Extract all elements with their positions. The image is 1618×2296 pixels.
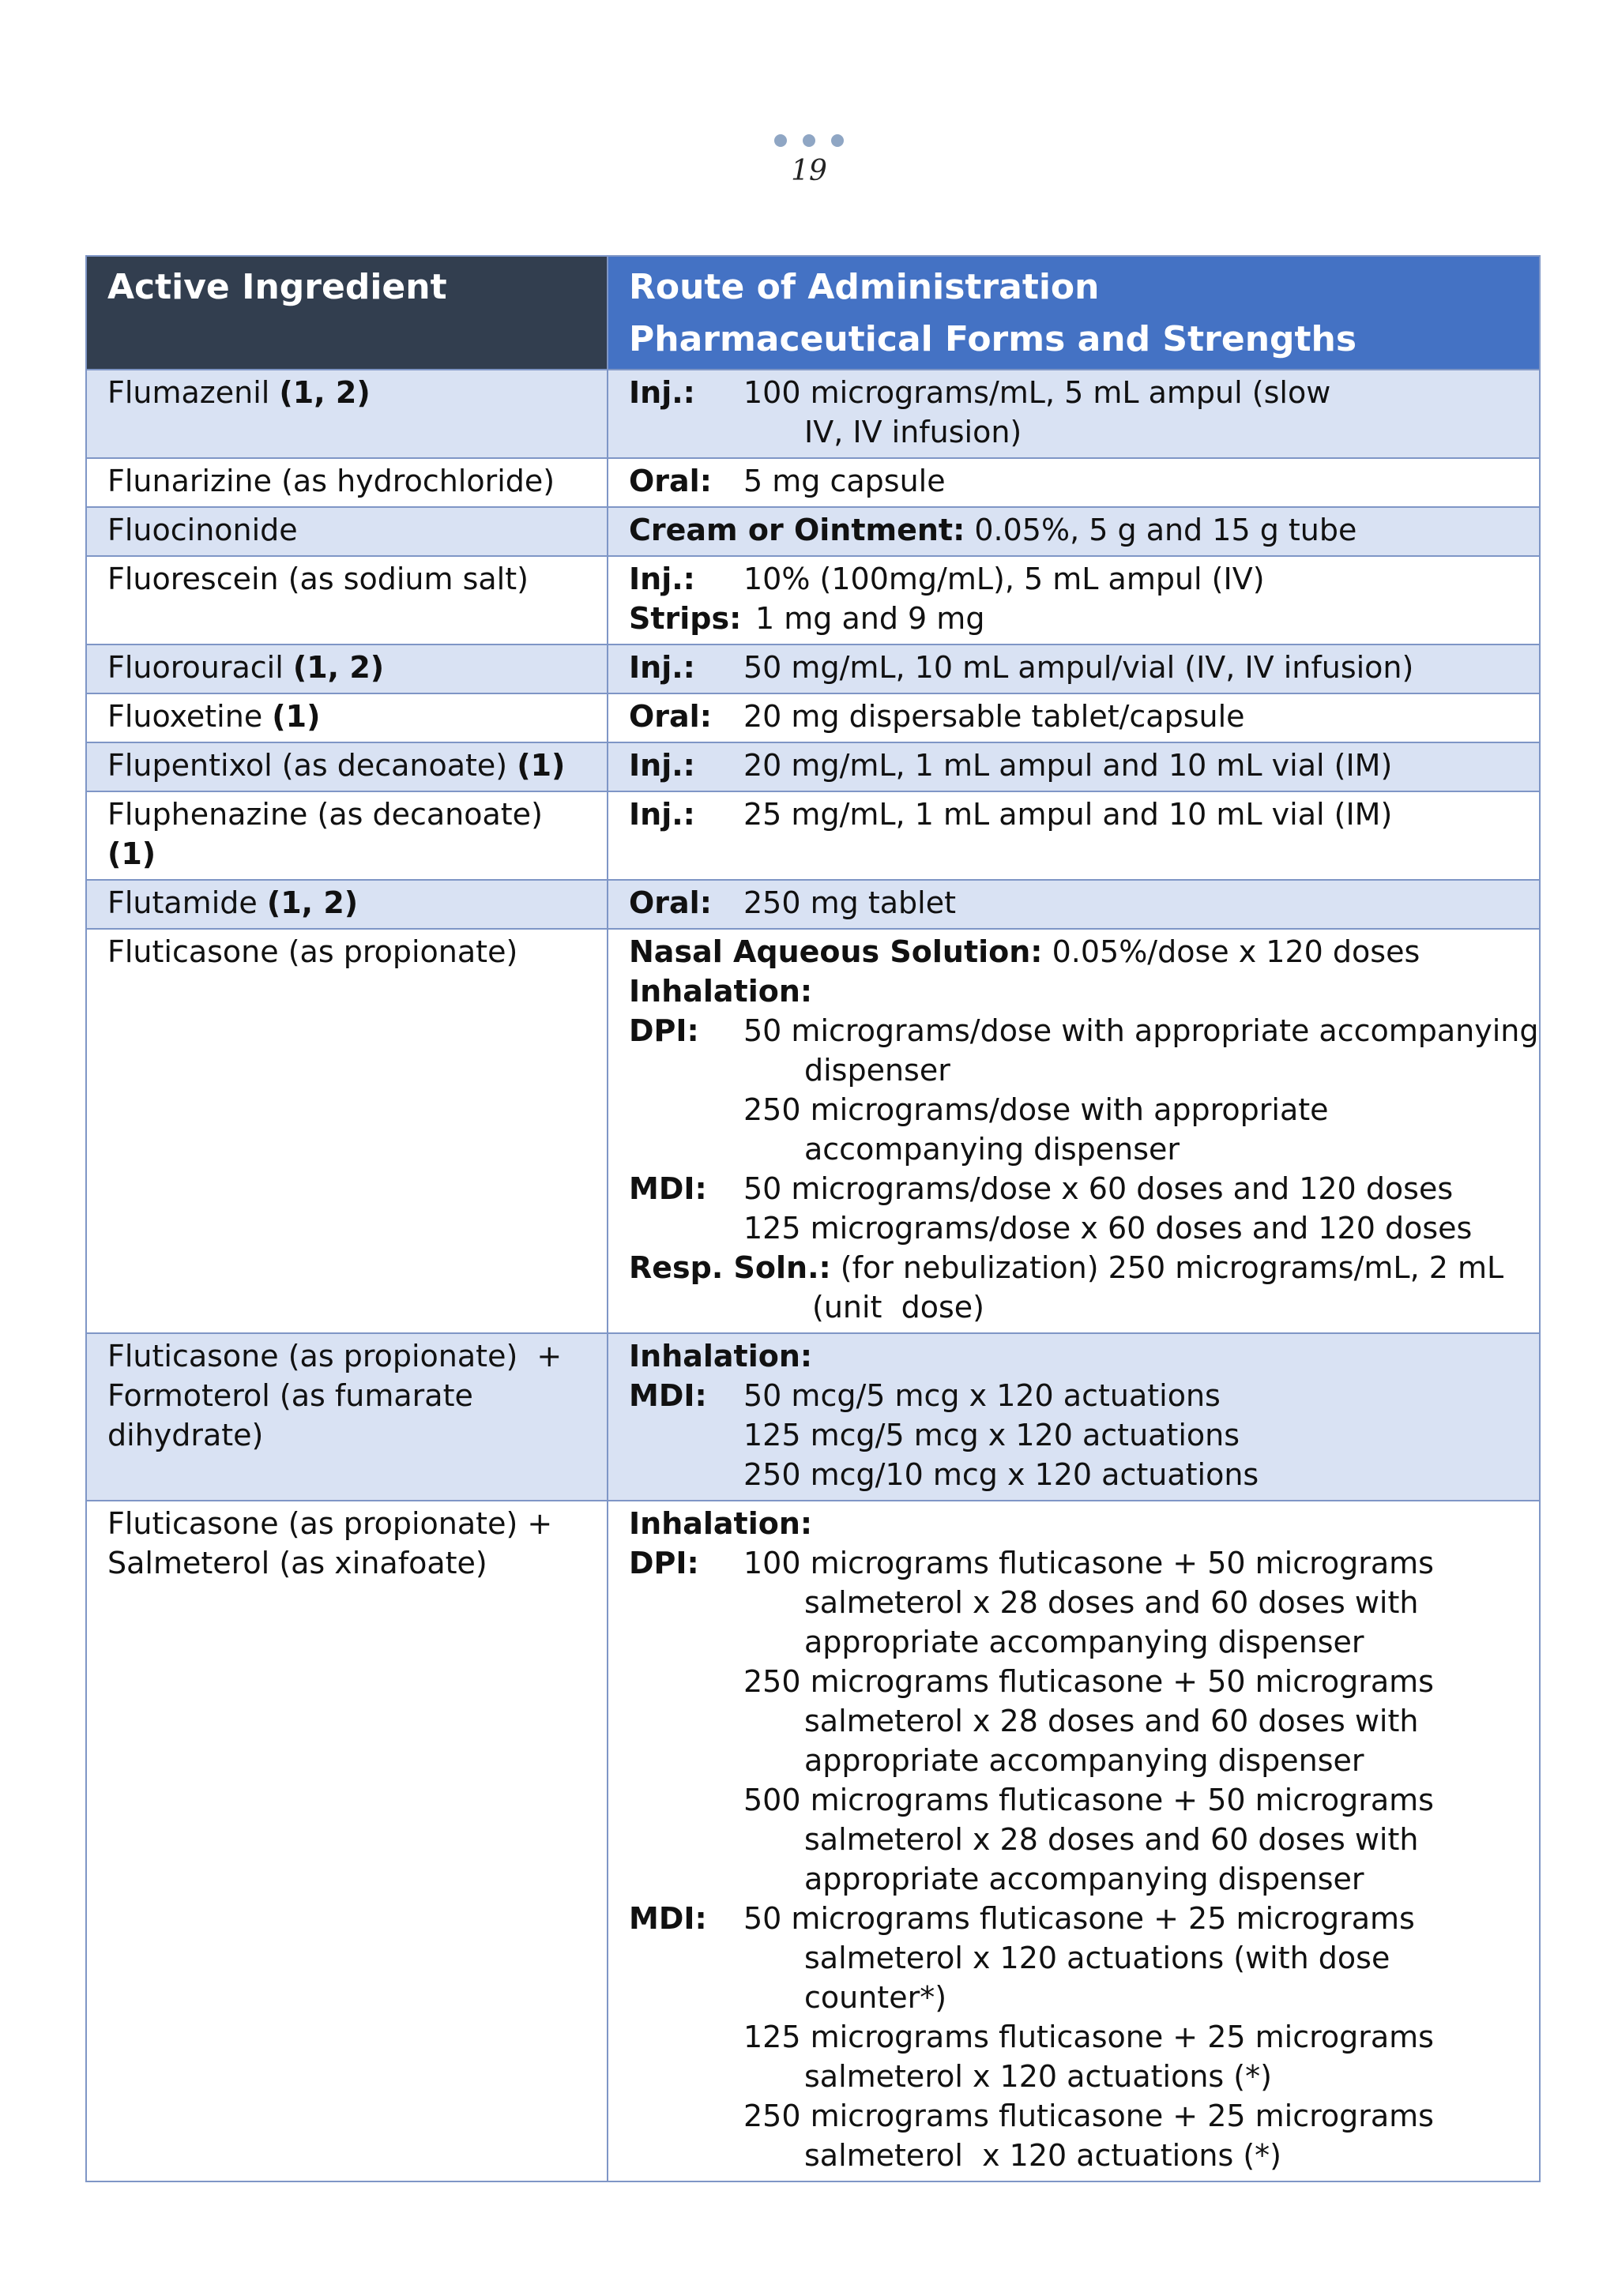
strength-continuation: accompanying dispenser — [804, 1132, 1180, 1167]
form-line — [629, 1978, 1518, 2017]
table-row — [86, 644, 1540, 693]
ingredient-name: Fluocinonide — [107, 513, 298, 547]
ingredient-note: (1) — [517, 748, 566, 783]
route-label: Oral: — [629, 464, 712, 498]
cell-route-forms — [608, 929, 1540, 1333]
strength-text: 250 micrograms/dose with appropriate — [743, 1092, 1329, 1127]
form-line — [629, 795, 1518, 834]
route-label: MDI: — [629, 1171, 707, 1206]
strength-text: 125 micrograms/dose x 60 doses and 120 doses — [743, 1211, 1473, 1246]
form-line — [629, 648, 1518, 687]
strength-text: 10% (100mg/mL), 5 mL ampul (IV) — [743, 562, 1265, 596]
form-line — [629, 510, 1518, 550]
strength-text: 500 micrograms fluticasone + 50 micrograms — [743, 1783, 1434, 1817]
table-row — [86, 880, 1540, 929]
strength-continuation: appropriate accompanying dispenser — [804, 1743, 1364, 1778]
ingredient-name: Fluticasone (as propionate) + Salmeterol (as xinafoate) — [107, 1506, 563, 1580]
strength-text: 100 micrograms fluticasone + 50 micrograms — [743, 1546, 1434, 1580]
route-label: Inj.: — [629, 562, 695, 596]
route-label: Nasal Aqueous Solution: — [629, 934, 1043, 969]
ornament-dot — [774, 134, 787, 147]
form-line — [629, 1938, 1518, 1978]
strength-text: 20 mg dispersable tablet/capsule — [743, 699, 1245, 734]
strength-continuation: salmeterol x 28 doses and 60 doses with — [804, 1822, 1419, 1857]
form-line — [629, 373, 1518, 412]
form-line — [629, 932, 1518, 971]
cell-active-ingredient — [86, 929, 608, 1333]
cell-active-ingredient — [86, 644, 608, 693]
table-row — [86, 1501, 1540, 2181]
strength-text: 0.05%/dose x 120 doses — [1042, 934, 1420, 969]
cell-active-ingredient — [86, 742, 608, 791]
form-line — [629, 1011, 1539, 1050]
ingredient-name: Flutamide — [107, 885, 267, 920]
form-line — [629, 2096, 1518, 2136]
cell-route-forms — [608, 507, 1540, 556]
cell-active-ingredient — [86, 693, 608, 742]
form-line — [629, 1820, 1518, 1859]
form-line — [629, 1504, 1518, 1543]
ornament-dot — [803, 134, 815, 147]
strength-text: 50 micrograms/dose with appropriate accompanying — [743, 1013, 1539, 1048]
cell-active-ingredient — [86, 880, 608, 929]
route-label: MDI: — [629, 1901, 707, 1936]
form-line — [629, 1169, 1518, 1208]
strength-text: 125 mcg/5 mcg x 120 actuations — [743, 1418, 1240, 1452]
table-row — [86, 507, 1540, 556]
strength-text: 250 mg tablet — [743, 885, 956, 920]
form-line — [629, 559, 1518, 599]
cell-active-ingredient — [86, 1333, 608, 1501]
strength-text: 250 micrograms fluticasone + 50 micrograms — [743, 1664, 1434, 1699]
cell-route-forms — [608, 693, 1540, 742]
strength-continuation: salmeterol x 120 actuations (*) — [804, 2138, 1282, 2173]
page-ornament-dots — [0, 134, 1618, 150]
strength-continuation: counter*) — [804, 1980, 947, 2015]
ingredient-name: Flumazenil — [107, 375, 280, 410]
header-active-ingredient: Active Ingredient — [86, 256, 608, 370]
route-label: Oral: — [629, 699, 712, 734]
cell-route-forms — [608, 458, 1540, 507]
route-label: Cream or Ointment: — [629, 513, 965, 547]
form-line — [629, 1415, 1518, 1455]
strength-text: 50 mcg/5 mcg x 120 actuations — [743, 1378, 1221, 1413]
ingredient-note: (1, 2) — [292, 650, 385, 685]
drug-table — [85, 255, 1541, 2182]
strength-continuation: salmeterol x 28 doses and 60 doses with — [804, 1585, 1419, 1620]
form-heading: Inhalation: — [629, 974, 813, 1009]
strength-text: 250 mcg/10 mcg x 120 actuations — [743, 1457, 1259, 1492]
form-line — [629, 2017, 1518, 2057]
form-line — [629, 1287, 1518, 1327]
form-line — [629, 697, 1518, 736]
strength-continuation: appropriate accompanying dispenser — [804, 1625, 1364, 1659]
ingredient-name: Fluoxetine — [107, 699, 273, 734]
ingredient-name: Fluticasone (as propionate) + Formoterol (as fumarate dihydrate) — [107, 1339, 572, 1452]
strength-text: 250 micrograms fluticasone + 25 micrograms — [743, 2099, 1434, 2133]
ingredient-note: (1, 2) — [266, 885, 359, 920]
ingredient-note: (1) — [107, 836, 156, 871]
cell-active-ingredient — [86, 1501, 608, 2181]
strength-text: 0.05%, 5 g and 15 g tube — [965, 513, 1357, 547]
route-label: Inj.: — [629, 375, 695, 410]
form-line — [629, 1455, 1518, 1494]
table-row — [86, 693, 1540, 742]
ingredient-name: Fluorescein (as sodium salt) — [107, 562, 529, 596]
form-line — [629, 1662, 1518, 1701]
ingredient-name: Fluticasone (as propionate) — [107, 934, 518, 969]
table-row — [86, 791, 1540, 880]
route-label: DPI: — [629, 1546, 699, 1580]
table-body — [86, 370, 1540, 2181]
table-row — [86, 1333, 1540, 1501]
form-line — [629, 1543, 1518, 1583]
form-line — [629, 1050, 1518, 1090]
route-label: DPI: — [629, 1013, 699, 1048]
form-line — [629, 1336, 1518, 1376]
form-line — [629, 1741, 1518, 1780]
route-label: Strips: — [629, 601, 742, 636]
form-line — [629, 1859, 1518, 1899]
form-line — [629, 1701, 1518, 1741]
cell-active-ingredient — [86, 458, 608, 507]
strength-continuation: dispenser — [804, 1053, 950, 1088]
form-line — [629, 1208, 1518, 1248]
table-header-row — [86, 256, 1540, 370]
ornament-dot — [831, 134, 844, 147]
strength-text: 125 micrograms fluticasone + 25 micrograms — [743, 2020, 1434, 2054]
form-line — [629, 883, 1518, 923]
page-number: 19 — [791, 155, 827, 187]
strength-text: 25 mg/mL, 1 mL ampul and 10 mL vial (IM) — [743, 797, 1393, 832]
form-line — [629, 412, 1518, 452]
form-line — [629, 461, 1518, 501]
route-label: MDI: — [629, 1378, 707, 1413]
table-row — [86, 370, 1540, 458]
cell-active-ingredient — [86, 370, 608, 458]
form-heading: Inhalation: — [629, 1506, 813, 1541]
form-line — [629, 599, 1518, 638]
form-line — [629, 971, 1518, 1011]
table-row — [86, 929, 1540, 1333]
form-line — [629, 1248, 1518, 1287]
cell-route-forms — [608, 370, 1540, 458]
table-row — [86, 458, 1540, 507]
form-line — [629, 1376, 1518, 1415]
strength-text: 50 micrograms fluticasone + 25 micrograms — [743, 1901, 1415, 1936]
cell-active-ingredient — [86, 791, 608, 880]
form-line — [629, 2057, 1518, 2096]
ingredient-name: Flupentixol (as decanoate) — [107, 748, 517, 783]
strength-text: 5 mg capsule — [743, 464, 946, 498]
ingredient-name: Fluorouracil — [107, 650, 293, 685]
cell-route-forms — [608, 1333, 1540, 1501]
form-heading: Inhalation: — [629, 1339, 813, 1373]
form-line — [629, 2136, 1518, 2175]
strength-continuation: salmeterol x 120 actuations (with dose — [804, 1941, 1390, 1975]
form-line — [629, 1583, 1518, 1622]
form-line — [629, 1899, 1518, 1938]
ingredient-name: Fluphenazine (as decanoate) — [107, 797, 552, 832]
strength-text: 50 micrograms/dose x 60 doses and 120 doses — [743, 1171, 1454, 1206]
cell-route-forms — [608, 1501, 1540, 2181]
ingredient-name: Flunarizine (as hydrochloride) — [107, 464, 555, 498]
route-label: Inj.: — [629, 748, 695, 783]
form-line — [629, 1622, 1518, 1662]
strength-text: 100 micrograms/mL, 5 mL ampul (slow — [743, 375, 1331, 410]
strength-continuation: appropriate accompanying dispenser — [804, 1862, 1364, 1896]
table-row — [86, 742, 1540, 791]
cell-route-forms — [608, 880, 1540, 929]
cell-route-forms — [608, 556, 1540, 644]
strength-continuation: (unit dose) — [812, 1290, 984, 1325]
strength-text: 20 mg/mL, 1 mL ampul and 10 mL vial (IM) — [743, 748, 1393, 783]
ingredient-note: (1) — [272, 699, 321, 734]
strength-text: 50 mg/mL, 10 mL ampul/vial (IV, IV infusion) — [743, 650, 1414, 685]
form-line — [629, 1090, 1518, 1129]
route-label: Inj.: — [629, 650, 695, 685]
strength-continuation: salmeterol x 28 doses and 60 doses with — [804, 1704, 1419, 1738]
ingredient-note: (1, 2) — [279, 375, 371, 410]
route-label: Oral: — [629, 885, 712, 920]
cell-active-ingredient — [86, 507, 608, 556]
form-line — [629, 746, 1518, 785]
route-label: Resp. Soln.: — [629, 1250, 831, 1285]
cell-route-forms — [608, 644, 1540, 693]
cell-route-forms — [608, 791, 1540, 880]
header-route-forms: Route of Administration Pharmaceutical Forms and Strengths — [608, 256, 1540, 370]
cell-active-ingredient — [86, 556, 608, 644]
form-line — [629, 1780, 1518, 1820]
route-label: Inj.: — [629, 797, 695, 832]
form-line — [629, 1129, 1518, 1169]
strength-continuation: IV, IV infusion) — [804, 415, 1022, 449]
cell-route-forms — [608, 742, 1540, 791]
strength-continuation: salmeterol x 120 actuations (*) — [804, 2059, 1272, 2094]
strength-text: 1 mg and 9 mg — [755, 601, 985, 636]
strength-text: (for nebulization) 250 micrograms/mL, 2 mL — [830, 1250, 1504, 1285]
table-row — [86, 556, 1540, 644]
